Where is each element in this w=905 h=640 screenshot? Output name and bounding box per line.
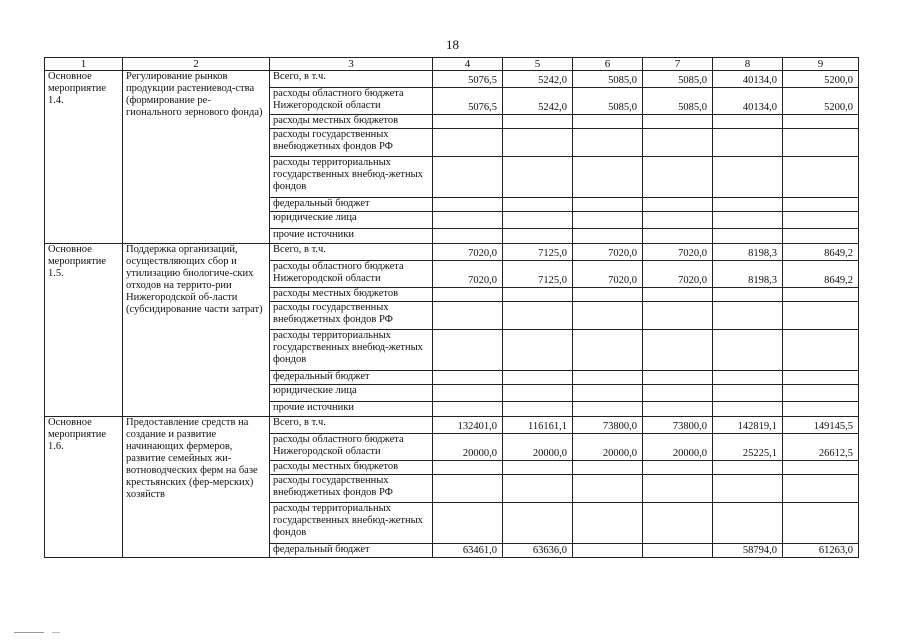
value-cell: 73800,0: [643, 417, 713, 434]
funding-source-label: расходы местных бюджетов: [270, 288, 433, 302]
funding-source-label: расходы областного бюджета Нижегородской области: [270, 261, 433, 288]
funding-source-label: расходы государственных внебюджетных фондов РФ: [270, 129, 433, 157]
value-cell: [503, 212, 573, 229]
value-cell: [643, 544, 713, 558]
funding-source-label: расходы государственных внебюджетных фондов РФ: [270, 302, 433, 330]
value-cell: [783, 115, 859, 129]
value-cell: [433, 402, 503, 417]
column-header: 4: [433, 58, 503, 71]
value-cell: [573, 212, 643, 229]
value-cell: [503, 157, 573, 198]
value-cell: [503, 302, 573, 330]
value-cell: [713, 198, 783, 212]
value-cell: [713, 115, 783, 129]
funding-source-label: расходы территориальных государственных внебюд-жетных фондов: [270, 330, 433, 371]
value-cell: [433, 212, 503, 229]
value-cell: 58794,0: [713, 544, 783, 558]
value-cell: [433, 371, 503, 385]
funding-source-label: расходы областного бюджета Нижегородской области: [270, 88, 433, 115]
value-cell: [433, 475, 503, 503]
value-cell: [433, 302, 503, 330]
table-row: [45, 71, 859, 88]
value-cell: [713, 371, 783, 385]
column-header: 9: [783, 58, 859, 71]
value-cell: [433, 503, 503, 544]
value-cell: 116161,1: [503, 417, 573, 434]
value-cell: 8649,2: [783, 261, 859, 288]
column-header: 8: [713, 58, 783, 71]
value-cell: [783, 157, 859, 198]
value-cell: [643, 115, 713, 129]
activity-description: Регулирование рынков продукции растениевод-ства (формирование ре-гионального зернового фонда): [123, 71, 270, 244]
value-cell: [783, 475, 859, 503]
funding-source-label: юридические лица: [270, 385, 433, 402]
value-cell: [643, 385, 713, 402]
funding-source-label: расходы государственных внебюджетных фондов РФ: [270, 475, 433, 503]
value-cell: [713, 229, 783, 244]
value-cell: [573, 371, 643, 385]
table-row: [45, 244, 859, 261]
value-cell: 7020,0: [433, 244, 503, 261]
scan-artifact: [14, 632, 44, 633]
value-cell: [503, 461, 573, 475]
value-cell: [433, 129, 503, 157]
value-cell: 63636,0: [503, 544, 573, 558]
value-cell: [783, 503, 859, 544]
value-cell: [573, 129, 643, 157]
value-cell: [783, 371, 859, 385]
value-cell: [713, 461, 783, 475]
funding-source-label: юридические лица: [270, 212, 433, 229]
funding-source-label: Всего, в т.ч.: [270, 71, 433, 88]
value-cell: [713, 385, 783, 402]
value-cell: 26612,5: [783, 434, 859, 461]
value-cell: [643, 157, 713, 198]
value-cell: [433, 385, 503, 402]
value-cell: [643, 503, 713, 544]
funding-source-label: расходы территориальных государственных внебюд-жетных фондов: [270, 157, 433, 198]
value-cell: 132401,0: [433, 417, 503, 434]
column-header: 1: [45, 58, 123, 71]
value-cell: [643, 461, 713, 475]
value-cell: 5200,0: [783, 88, 859, 115]
value-cell: [573, 115, 643, 129]
value-cell: 73800,0: [573, 417, 643, 434]
value-cell: [573, 402, 643, 417]
value-cell: 40134,0: [713, 71, 783, 88]
value-cell: 8198,3: [713, 261, 783, 288]
value-cell: 7020,0: [573, 244, 643, 261]
activity-title: Основное мероприятие 1.6.: [45, 417, 123, 558]
value-cell: [783, 288, 859, 302]
value-cell: [503, 129, 573, 157]
value-cell: [503, 475, 573, 503]
value-cell: [643, 288, 713, 302]
value-cell: 5076,5: [433, 88, 503, 115]
value-cell: [433, 229, 503, 244]
table-row: [45, 417, 859, 434]
value-cell: 7125,0: [503, 261, 573, 288]
value-cell: [573, 503, 643, 544]
value-cell: [573, 475, 643, 503]
value-cell: [713, 330, 783, 371]
value-cell: 7020,0: [643, 244, 713, 261]
value-cell: [713, 302, 783, 330]
activity-description: Предоставление средств на создание и развитие начинающих фермеров, развитие семейных жи-вотноводческих ферм на базе крестьянских (фер-мерских) хозяйств: [123, 417, 270, 558]
column-header: 3: [270, 58, 433, 71]
funding-source-label: расходы областного бюджета Нижегородской области: [270, 434, 433, 461]
value-cell: [433, 330, 503, 371]
value-cell: 5076,5: [433, 71, 503, 88]
value-cell: [573, 302, 643, 330]
value-cell: [433, 198, 503, 212]
funding-source-label: Всего, в т.ч.: [270, 244, 433, 261]
value-cell: 7020,0: [643, 261, 713, 288]
activity-title: Основное мероприятие 1.5.: [45, 244, 123, 417]
column-header: 6: [573, 58, 643, 71]
value-cell: [643, 212, 713, 229]
value-cell: [433, 288, 503, 302]
value-cell: [643, 198, 713, 212]
value-cell: [643, 330, 713, 371]
value-cell: 5085,0: [573, 88, 643, 115]
value-cell: [503, 198, 573, 212]
value-cell: 40134,0: [713, 88, 783, 115]
value-cell: [783, 302, 859, 330]
value-cell: [573, 157, 643, 198]
value-cell: 20000,0: [433, 434, 503, 461]
value-cell: 142819,1: [713, 417, 783, 434]
value-cell: 5085,0: [643, 71, 713, 88]
value-cell: [783, 212, 859, 229]
value-cell: 7020,0: [573, 261, 643, 288]
value-cell: [713, 503, 783, 544]
value-cell: [713, 288, 783, 302]
funding-source-label: федеральный бюджет: [270, 544, 433, 558]
value-cell: [573, 288, 643, 302]
funding-source-label: расходы местных бюджетов: [270, 115, 433, 129]
value-cell: [713, 157, 783, 198]
value-cell: 5085,0: [573, 71, 643, 88]
value-cell: [433, 157, 503, 198]
value-cell: [643, 402, 713, 417]
value-cell: [503, 330, 573, 371]
activity-title: Основное мероприятие 1.4.: [45, 71, 123, 244]
value-cell: 149145,5: [783, 417, 859, 434]
value-cell: [783, 330, 859, 371]
value-cell: 63461,0: [433, 544, 503, 558]
value-cell: [503, 385, 573, 402]
funding-source-label: расходы местных бюджетов: [270, 461, 433, 475]
value-cell: [573, 544, 643, 558]
value-cell: 5200,0: [783, 71, 859, 88]
column-header: 7: [643, 58, 713, 71]
value-cell: [503, 229, 573, 244]
value-cell: [503, 503, 573, 544]
value-cell: [433, 115, 503, 129]
value-cell: [713, 212, 783, 229]
funding-source-label: прочие источники: [270, 229, 433, 244]
column-header: 2: [123, 58, 270, 71]
header-row: [45, 58, 859, 71]
value-cell: [573, 198, 643, 212]
value-cell: [783, 229, 859, 244]
page-number: 18: [446, 37, 459, 52]
value-cell: [433, 461, 503, 475]
value-cell: 5085,0: [643, 88, 713, 115]
funding-source-label: расходы территориальных государственных внебюд-жетных фондов: [270, 503, 433, 544]
value-cell: [783, 461, 859, 475]
funding-source-label: Всего, в т.ч.: [270, 417, 433, 434]
budget-table: [44, 57, 859, 558]
value-cell: [643, 229, 713, 244]
value-cell: 8198,3: [713, 244, 783, 261]
value-cell: [573, 229, 643, 244]
value-cell: [783, 129, 859, 157]
value-cell: 20000,0: [573, 434, 643, 461]
value-cell: [503, 402, 573, 417]
value-cell: [713, 475, 783, 503]
value-cell: [573, 385, 643, 402]
value-cell: [573, 461, 643, 475]
value-cell: [643, 129, 713, 157]
value-cell: 20000,0: [643, 434, 713, 461]
value-cell: 61263,0: [783, 544, 859, 558]
value-cell: [713, 402, 783, 417]
funding-source-label: федеральный бюджет: [270, 198, 433, 212]
funding-source-label: прочие источники: [270, 402, 433, 417]
value-cell: [783, 385, 859, 402]
value-cell: 20000,0: [503, 434, 573, 461]
value-cell: [643, 302, 713, 330]
value-cell: 5242,0: [503, 71, 573, 88]
value-cell: 7020,0: [433, 261, 503, 288]
value-cell: [783, 402, 859, 417]
scan-artifact: [52, 632, 60, 633]
value-cell: 7125,0: [503, 244, 573, 261]
value-cell: [783, 198, 859, 212]
column-header: 5: [503, 58, 573, 71]
value-cell: [503, 288, 573, 302]
value-cell: [573, 330, 643, 371]
value-cell: [643, 475, 713, 503]
value-cell: [643, 371, 713, 385]
value-cell: 5242,0: [503, 88, 573, 115]
value-cell: [713, 129, 783, 157]
value-cell: 25225,1: [713, 434, 783, 461]
value-cell: [503, 115, 573, 129]
value-cell: 8649,2: [783, 244, 859, 261]
funding-source-label: федеральный бюджет: [270, 371, 433, 385]
activity-description: Поддержка организаций, осуществляющих сбор и утилизацию биологиче-ских отходов на террито-рии Нижегородской об-ласти (субсидирование части затрат): [123, 244, 270, 417]
value-cell: [503, 371, 573, 385]
